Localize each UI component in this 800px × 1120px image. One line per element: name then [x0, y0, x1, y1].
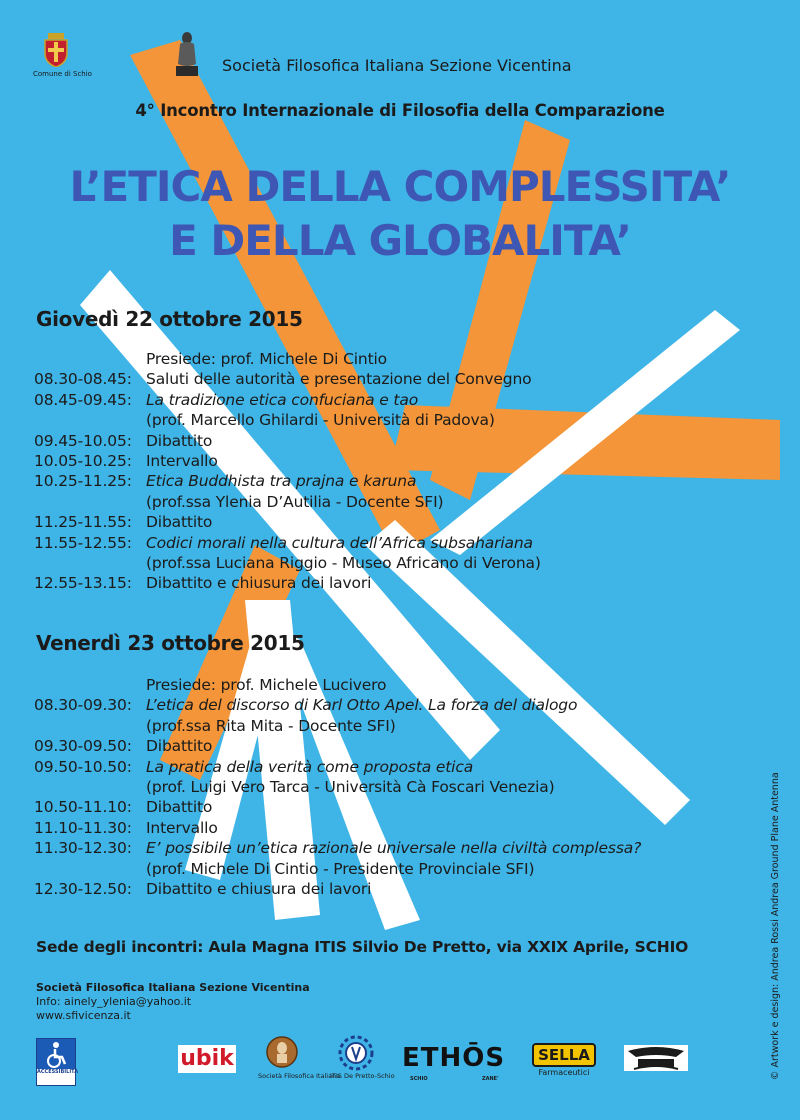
row-time: 10.05-10.25: — [34, 452, 132, 471]
row-speaker: (prof.ssa Ylenia D’Autilia - Docente SFI) — [146, 492, 444, 511]
schedule-row — [34, 736, 641, 756]
itis-caption: ITIS De Pretto-Schio — [330, 1072, 395, 1080]
sfi-statue-icon — [172, 30, 202, 78]
artwork-credit: © Artwork e design: Andrea Rossi Andrea Ground Plane Antenna — [770, 772, 781, 1080]
row-text: Dibattito — [146, 431, 213, 450]
sella-sub: Farmaceutici — [538, 1068, 590, 1077]
row-speaker: (prof.ssa Luciana Riggio - Museo Africano di Verona) — [146, 554, 541, 573]
row-text: Dibattito — [146, 513, 213, 532]
schedule-row — [34, 533, 541, 553]
conference-name: 4° Incontro Internazionale di Filosofia della Comparazione — [135, 101, 665, 120]
row-time: 10.50-11.10: — [34, 798, 132, 817]
comune-coat-of-arms-icon — [42, 33, 70, 67]
row-time: 11.30-12.30: — [34, 839, 132, 858]
row-text: Dibattito e chiusura dei lavori — [146, 574, 372, 593]
schedule-row — [34, 369, 541, 389]
winged-emblem-icon — [624, 1045, 688, 1071]
row-speaker: (prof. Michele Di Cintio - Presidente Provinciale SFI) — [146, 859, 535, 878]
sfi-caption: Società Filosofica Italiana — [258, 1072, 341, 1080]
row-text: Dibattito e chiusura dei lavori — [146, 880, 372, 899]
venue-line: Sede degli incontri: Aula Magna ITIS Silvio De Pretto, via XXIX Aprile, SCHIO — [36, 938, 689, 956]
schedule-row — [34, 390, 541, 410]
day1-heading: Giovedì 22 ottobre 2015 — [36, 307, 303, 331]
row-text: L’etica del discorso di Karl Otto Apel. La forza del dialogo — [146, 696, 578, 715]
day1-chair: Presiede: prof. Michele Di Cintio — [146, 350, 387, 368]
schedule-row — [34, 451, 541, 471]
day2-chair: Presiede: prof. Michele Lucivero — [146, 676, 387, 694]
wheelchair-icon — [37, 1039, 75, 1069]
schedule-row — [34, 757, 641, 777]
row-time: 08.30-09.30: — [34, 696, 132, 715]
sella-name: SELLA — [532, 1043, 596, 1067]
row-text: La tradizione etica confuciana e tao — [146, 390, 419, 409]
row-text: Etica Buddhista tra prajna e karuna — [146, 472, 417, 491]
schedule-row — [34, 838, 641, 858]
row-time: 09.30-09.50: — [34, 737, 132, 756]
row-time: 11.10-11.30: — [34, 818, 132, 837]
row-text: Dibattito — [146, 798, 213, 817]
ubik-logo: ubik — [178, 1045, 236, 1073]
schedule-row — [34, 797, 641, 817]
row-time: 09.45-10.05: — [34, 431, 132, 450]
schedule-row — [34, 512, 541, 532]
ethos-logo: ETHŌS — [402, 1043, 506, 1073]
row-time: 08.45-09.45: — [34, 390, 132, 409]
row-time: 09.50-10.50: — [34, 757, 132, 776]
sella-logo — [532, 1043, 596, 1077]
row-text: Dibattito — [146, 737, 213, 756]
row-time: 11.25-11.55: — [34, 513, 132, 532]
row-time: 12.30-12.50: — [34, 880, 132, 899]
row-text: Saluti delle autorità e presentazione del Convegno — [146, 370, 532, 389]
schedule-row — [34, 695, 641, 715]
row-speaker: (prof. Luigi Vero Tarca - Università Cà Foscari Venezia) — [146, 778, 555, 797]
footer-website: www.sfivicenza.it — [36, 1009, 131, 1022]
schedule-row — [34, 471, 541, 491]
main-title-line1: L’ETICA DELLA COMPLESSITA’ — [69, 162, 731, 211]
main-title-line2: E DELLA GLOBALITA’ — [169, 216, 631, 265]
schedule-row — [34, 431, 541, 451]
ethos-sub-zane: ZANE' — [482, 1076, 499, 1082]
footer-organization: Società Filosofica Italiana Sezione Vicentina — [36, 981, 310, 994]
day1-schedule — [34, 349, 541, 594]
row-time: 11.55-12.55: — [34, 533, 132, 552]
comune-caption: Comune di Schio — [33, 70, 92, 78]
row-text: La pratica della verità come proposta etica — [146, 757, 474, 776]
day2-schedule — [34, 675, 641, 899]
ethos-sub-schio: SCHIO — [410, 1076, 428, 1082]
row-text: Intervallo — [146, 818, 218, 837]
footer-email: Info: ainely_ylenia@yahoo.it — [36, 995, 192, 1008]
row-text: Intervallo — [146, 452, 218, 471]
accessibility-logo — [36, 1038, 79, 1086]
row-time: 12.55-13.15: — [34, 574, 132, 593]
sfi-seal-icon — [266, 1036, 298, 1068]
schedule-row — [34, 818, 641, 838]
day2-heading: Venerdì 23 ottobre 2015 — [36, 631, 305, 655]
row-text: Codici morali nella cultura dell’Africa subsahariana — [146, 533, 533, 552]
schedule-row — [34, 573, 541, 593]
row-speaker: (prof. Marcello Ghilardi - Università di Padova) — [146, 411, 495, 430]
schedule-row — [34, 879, 641, 899]
row-time: 08.30-08.45: — [34, 370, 132, 389]
row-text: E’ possibile un’etica razionale universale nella civiltà complessa? — [146, 839, 642, 858]
accessibility-label: ACCESSIBILITÀ — [37, 1069, 79, 1075]
row-speaker: (prof.ssa Rita Mita - Docente SFI) — [146, 716, 396, 735]
organization-name: Società Filosofica Italiana Sezione Vicentina — [222, 56, 572, 75]
row-time: 10.25-11.25: — [34, 472, 132, 491]
itis-gear-icon — [338, 1035, 374, 1071]
